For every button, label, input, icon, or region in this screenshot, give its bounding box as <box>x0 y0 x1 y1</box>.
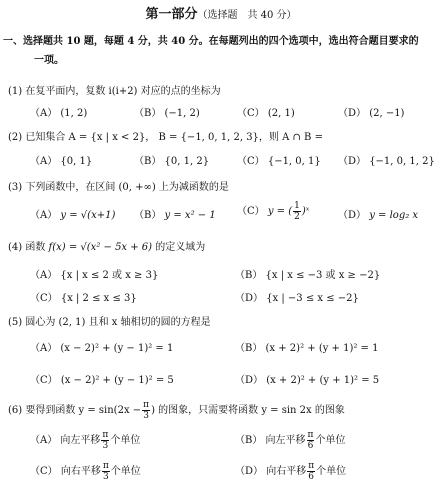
q6-option-a-post: 个单位 <box>110 435 141 446</box>
q2-option-c: （C） {−1, 0, 1} <box>237 156 321 167</box>
q6-stem-post: ) 的图象，只需要将函数 y = sin 2x 的图象 <box>151 405 345 416</box>
q6-option-b-numerator: π <box>307 430 314 440</box>
question-1-stem: (1) 在复平面内，复数 i(i+2) 对应的点的坐标为 <box>8 86 221 97</box>
q3-option-b-expr: y = x² − 1 <box>164 210 216 221</box>
q3-option-a-label: （A） <box>30 210 58 221</box>
q6-option-c-numerator: π <box>102 461 109 471</box>
q3-option-c-post: )ˣ <box>301 206 310 217</box>
q6-option-a-pre: （A） 向左平移 <box>30 435 101 446</box>
q6-option-b-post: 个单位 <box>315 435 346 446</box>
q6-option-d <box>235 461 346 482</box>
question-6-stem <box>8 400 345 421</box>
q6-option-a-numerator: π <box>102 430 109 440</box>
q4-option-c: （C） {x | 2 ≤ x ≤ 3} <box>30 293 137 304</box>
q2-option-a: （A） {0, 1} <box>30 156 93 167</box>
q6-option-c <box>30 461 141 482</box>
q3-option-c-label: （C） <box>237 206 265 217</box>
q3-option-c-denominator: 2 <box>294 212 300 222</box>
q3-option-d <box>338 206 418 221</box>
q1-option-d: （D） (2, −1) <box>338 108 405 119</box>
q5-option-b: （B） (x + 2)² + (y + 1)² = 1 <box>235 343 379 354</box>
q6-stem-denominator: 3 <box>143 411 149 421</box>
q4-stem-post: 的定义域为 <box>155 242 206 253</box>
q6-option-d-numerator: π <box>308 461 315 471</box>
q5-option-d: （D） (x + 2)² + (y + 1)² = 5 <box>235 375 380 386</box>
q6-option-b-denominator: 6 <box>307 441 314 451</box>
part-title <box>0 3 442 22</box>
q3-option-c <box>237 201 309 222</box>
section-instructions <box>3 32 419 70</box>
q1-option-c: （C） (2, 1) <box>237 108 295 119</box>
q6-option-b-pre: （B） 向左平移 <box>235 435 306 446</box>
q6-option-b-fraction <box>307 430 315 451</box>
q6-option-a <box>30 430 140 451</box>
q5-option-a: （A） (x − 2)² + (y − 1)² = 1 <box>30 343 174 354</box>
question-2-stem: (2) 已知集合 A = {x | x < 2}， B = {−1, 0, 1, 2, 3}，则 A ∩ B = <box>8 132 323 143</box>
q4-option-b: （B） {x | x ≤ −3 或 x ≥ −2} <box>235 270 381 281</box>
q6-option-d-denominator: 6 <box>308 472 315 482</box>
q6-option-c-pre: （C） 向右平移 <box>30 466 101 477</box>
q6-option-a-fraction <box>101 430 109 451</box>
part-title-main: 第一部分 <box>145 7 198 22</box>
q3-option-a-expr: y = √(x+1) <box>60 210 116 221</box>
q1-option-b: （B） (−1, 2) <box>134 108 200 119</box>
q6-stem-pre: (6) 要得到函数 y = sin(2x − <box>8 405 142 416</box>
question-4-stem <box>8 238 205 253</box>
q4-stem-pre: (4) 函数 <box>8 242 46 253</box>
q4-option-d: （D） {x | −3 ≤ x ≤ −2} <box>235 293 359 304</box>
q3-option-d-label: （D） <box>338 210 367 221</box>
q6-stem-fraction <box>142 400 150 421</box>
section-line-1: 一、选择题共 10 题，每题 4 分，共 40 分。在每题列出的四个选项中，选出符合题目要求的 <box>3 36 419 47</box>
q3-option-a <box>30 206 115 221</box>
q6-option-b <box>235 430 345 451</box>
part-title-subtitle: （选择题 共 40 分） <box>197 10 297 21</box>
q2-option-d: （D） {−1, 0, 1, 2} <box>338 156 435 167</box>
q6-option-c-fraction <box>102 461 110 482</box>
q6-option-d-fraction <box>307 461 315 482</box>
q4-option-a: （A） {x | x ≤ 2 或 x ≥ 3} <box>30 270 159 281</box>
q5-option-c: （C） (x − 2)² + (y − 1)² = 5 <box>30 375 174 386</box>
q1-option-a: （A） (1, 2) <box>30 108 88 119</box>
q2-option-b: （B） {0, 1, 2} <box>134 156 210 167</box>
q3-option-c-fraction <box>293 201 301 222</box>
section-line-2: 一项。 <box>34 55 64 66</box>
q3-option-c-numerator: 1 <box>294 201 300 211</box>
q3-option-b-label: （B） <box>134 210 162 221</box>
q6-option-d-post: 个单位 <box>316 466 347 477</box>
q3-option-b <box>134 206 216 221</box>
q3-option-d-expr: y = log₂ x <box>369 210 419 221</box>
q6-option-d-pre: （D） 向右平移 <box>235 466 307 477</box>
q3-option-c-pre: y = ( <box>267 206 293 217</box>
q6-stem-numerator: π <box>143 400 150 410</box>
question-3-stem: (3) 下列函数中，在区间 (0, +∞) 上为减函数的是 <box>8 182 229 193</box>
question-5-stem: (5) 圆心为 (2, 1) 且和 x 轴相切的圆的方程是 <box>8 317 211 328</box>
q6-option-c-denominator: 3 <box>102 472 109 482</box>
q6-option-a-denominator: 3 <box>102 441 109 451</box>
q6-option-c-post: 个单位 <box>110 466 141 477</box>
q4-stem-expr: f(x) = √(x² − 5x + 6) <box>48 242 153 253</box>
